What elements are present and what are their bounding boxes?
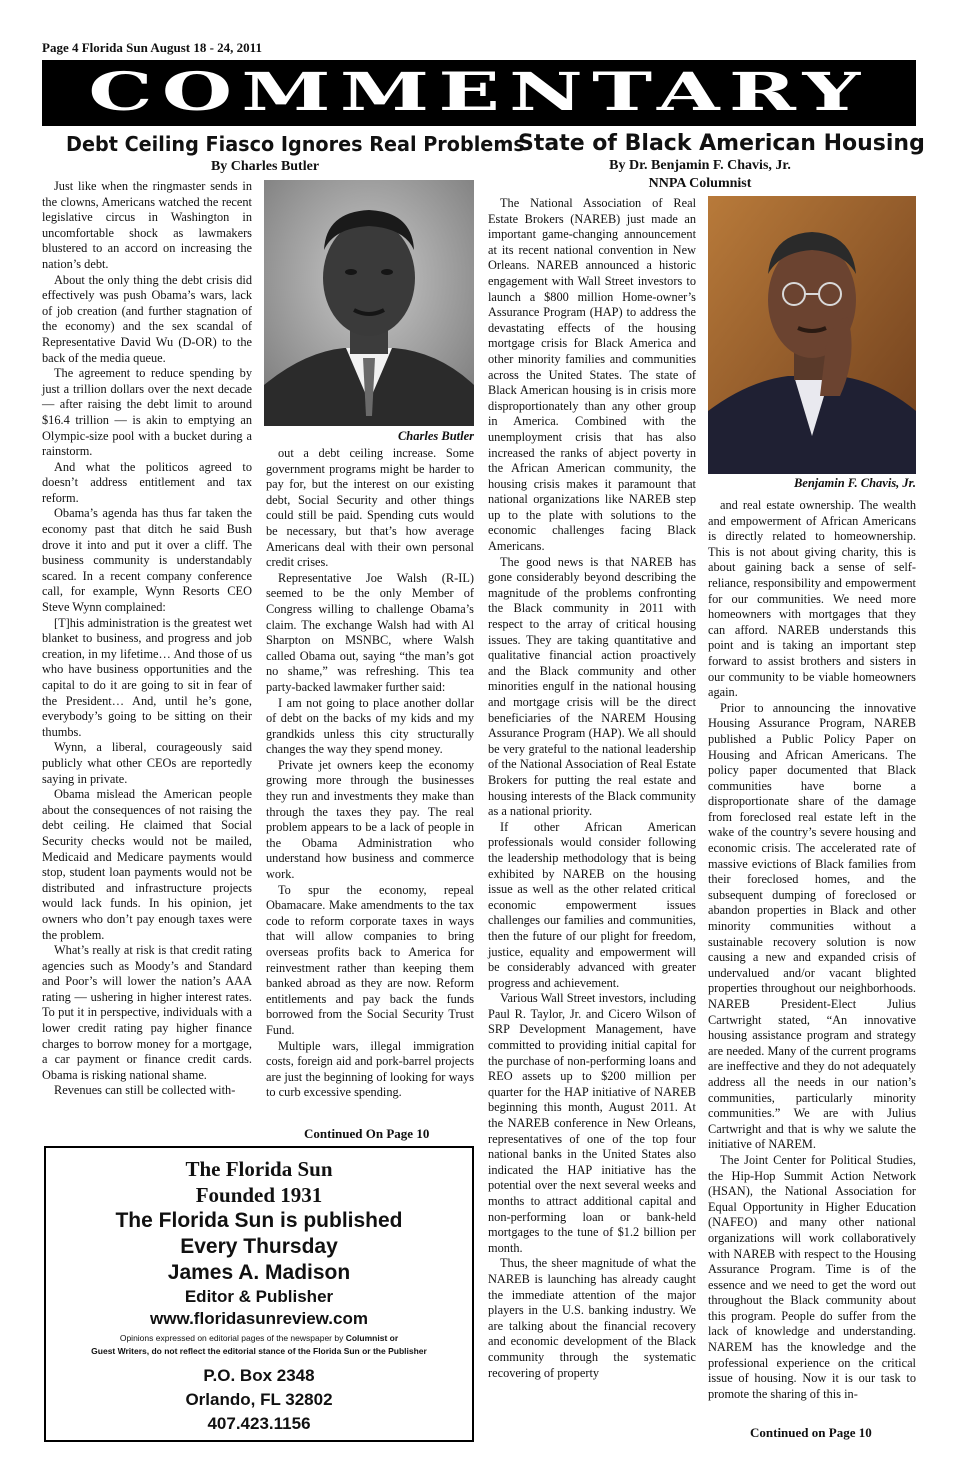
left-article-column-1 (42, 179, 252, 1099)
paragraph: Prior to announcing the innovative Housing Assurance Program, NAREB published a Public Policy Paper on Housing and African Americans. The policy paper documented that Black communities have borne a disproportionate share of the damage from foreclosed real estate left in the wake of the country’s severe housing and economic crisis. The accelerated rate of massive evictions of Black families from their foreclosed homes, and the subsequent dumping of foreclosed or abandon properties in Black and other minority communities without a sustainable recovery solution is now causing a new and expanded crisis of undervalued and/or vacant blighted properties throughout our neighborhoods. NAREB President-Elect Julius Cartwright stated, “An innovative housing assistance program and strategy are needed. Many of the current programs are ineffective and they do not adequately address all the needs in our nation’s communities, particularly minority communities.” We are with Julius Cartwright and that is why we salute the initiative of NAREM. (708, 700, 916, 1152)
benjamin-chavis-photo (708, 196, 916, 474)
masthead-disclaimer-line1 (46, 1332, 472, 1345)
masthead-phone: 407.423.1156 (207, 1414, 311, 1433)
paragraph: [T]his administration is the greatest wet blanket to business, and progress and job creation, in my lifetime… And those of us who have business opportunities and the capital to do it are going to sit in fear of the President… And, until he’s gone, everybody’s going to be sitting on their thumbs. (42, 615, 252, 739)
paragraph: and real estate ownership. The wealth and empowerment of African Americans is directly related to homeownership. This is not about giving charity, this is about gaining back a sense of self-reliance, responsibility and empowerment for our communities. We need more homeowners with mortgages that they can afford. NAREB understands this point and is taking an important step forward to assist brothers and sisters in our community to be viable homeowners again. (708, 498, 916, 700)
paragraph: What’s really at risk is that credit rating agencies such as Moody’s and Standard and Poor’s will lower the nation’s AAA rating — ushering in higher interest rates. To put it in perspective, individuals with a lower credit rating pay higher finance charges to borrow money for a mortgage, a car payment or finance credit cards. Obama is risking national shame. (42, 943, 252, 1082)
paragraph: Just like when the ringmaster sends in the clowns, Americans watched the recent legislative circus in Washington in uncomfortable shock as lawmakers blustered to an accord on increasing the nation’s debt. (42, 179, 252, 271)
paragraph: out a debt ceiling increase. Some government programs might be harder to pay for, but the interest on our existing debt, Social Security and other things could still be paid. Spending cuts would be necessary, but that’s how average Americans deal with their own personal credit crises. (266, 446, 474, 570)
right-article-column-1 (488, 196, 696, 1381)
masthead-schedule: Every Thursday (180, 1235, 338, 1258)
charles-butler-caption: Charles Butler (397, 429, 474, 443)
masthead-city: Orlando, FL 32802 (185, 1390, 333, 1409)
paragraph: Multiple wars, illegal immigration costs, foreign aid and pork-barrel projects are just the beginning of looking for ways to curb excessive spending. (266, 1038, 474, 1100)
paragraph: To spur the economy, repeal Obamacare. Make amendments to the tax code to reform corporate taxes in ways that will allow companies to bring overseas profits back to America for reinvestment rather than keeping them banked abroad as they are now. Reform entitlements and pay back the funds borrowed from the Social Security Trust Fund. (266, 882, 474, 1037)
masthead-website: www.floridasunreview.com (150, 1309, 368, 1328)
disclaimer-text: Opinions expressed on editorial pages of the newspaper by (119, 1333, 346, 1343)
masthead-box (44, 1146, 474, 1442)
section-banner (42, 60, 916, 126)
paragraph: Obama mislead the American people about the consequences of not raising the debt ceiling. He claimed that Social Security checks would not be mailed, Medicaid and Medicare payments would stop, student loan payments would not be distributed and infrastructure projects would lack funds. In his opinion, jet owners who don’t pay enough taxes were the problem. (42, 787, 252, 942)
paragraph: If other African American professionals would consider following the leadership methodology that is being exhibited by NAREB on the housing issue as well as the other related critical economic empowerment issues challenges our families and communities, then the future of our plight for freedom, justice, equality and empowerment will be considerably advanced with greater progress and achievement. (488, 819, 696, 990)
masthead-disclaimer-line2: Guest Writers, do not reflect the editorial stance of the Florida Sun or the Publisher (91, 1346, 427, 1356)
masthead-published: The Florida Sun is published (115, 1209, 403, 1232)
paragraph: The National Association of Real Estate Brokers (NAREB) just made an important game-changing announcement at its recent national convention in New Orleans. NAREB announced a historic engagement with Wall Street investors to launch a $800 million Home-owner’s Assurance Program (HAP) to address the devastating effects of the housing mortgage crisis for Black America and other minority families and communities across the United States. The state of Black American housing is in crisis more disproportionately than any other group in America. Combined with the unemployment crisis that has also increased the ranks of abject poverty in the African American community, the housing crisis makes it paramount that national organizations like NAREB step up to the plate with solutions to the economic challenges facing Black Americans. (488, 196, 696, 554)
masthead-po-box: P.O. Box 2348 (203, 1366, 315, 1385)
paragraph: Various Wall Street investors, including Paul R. Taylor, Jr. and Cicero Wilson of SRP Development Management, have committed to providing initial capital for the purchase of non-performing loans and REO assets up to $200 million per quarter for the HAP initiative of NAREB beginning this month, August 2011. At the NAREB conference in New Orleans, representatives of one of the top four national banks in the United States also indicated the HAP initiative has the potential over the next several weeks and months to attract additional capital and non-performing loan or bank-held mortgages to the tune of $1.2 billion per month. (488, 991, 696, 1255)
masthead-name: The Florida Sun (185, 1157, 333, 1181)
paragraph: Revenues can still be collected with- (54, 1083, 236, 1098)
charles-butler-photo (264, 180, 474, 426)
right-article-headline: State of Black American Housing (518, 131, 925, 156)
paragraph: The agreement to reduce spending by just a trillion dollars over the next decade — after raising the debt limit to around $16.4 trillion — is akin to emptying an Olympic-size pool with a bucket during a rainstorm. (42, 366, 252, 459)
page-header: Page 4 Florida Sun August 18 - 24, 2011 (42, 40, 262, 55)
masthead-editor: James A. Madison (167, 1261, 351, 1284)
section-title: COMMENTARY (88, 62, 870, 123)
paragraph: Representative Joe Walsh (R-IL) seemed to be the only Member of Congress willing to challenge Obama’s claim. The exchange Walsh had with Al Sharpton on MSNBC, where Walsh called Obama out, saying “the man’s got no shame,” was refreshing. This tea party-backed lawmaker further said: (266, 570, 474, 694)
paragraph: The good news is that NAREB has gone considerably beyond describing the magnitude of the problems confronting the Black community in 2011 with respect to the array of critical housing issues. They are taking quantitative and qualitative financial action proactively and the Black community and other minorities engulf in the national housing and mortgage crisis will be the direct beneficiaries of the NAREM Housing Assurance Program (HAP). We all should be very grateful to the national leadership of the National Association of Real Estate Brokers for putting the real estate and housing interests of the Black community as a national priority. (488, 554, 696, 819)
disclaimer-bold: Columnist or (345, 1333, 399, 1343)
right-article-byline-title: NNPA Columnist (648, 176, 752, 191)
right-continued: Continued on Page 10 (750, 1425, 872, 1440)
left-article-headline: Debt Ceiling Fiasco Ignores Real Problems (66, 132, 525, 156)
masthead-founded: Founded 1931 (195, 1183, 323, 1207)
paragraph: About the only thing the debt crisis did effectively was push Obama’s wars, lack of job creation (and further stagnation of the economy) and the sex scandal of Representative David Wu (D-OR) to the back of the media queue. (42, 272, 252, 365)
masthead-editor-title: Editor & Publisher (184, 1287, 334, 1306)
right-article-byline: By Dr. Benjamin F. Chavis, Jr. (609, 158, 791, 173)
benjamin-chavis-caption: Benjamin F. Chavis, Jr. (793, 476, 916, 490)
left-article-column-2 (266, 446, 474, 1101)
paragraph: Wynn, a liberal, courageously said publicly what other CEOs are reportedly saying in private. (42, 740, 252, 786)
paragraph: I am not going to place another dollar of debt on the backs of my kids and my grandkids unless this city structurally changes the way they spend money. (266, 695, 474, 757)
paragraph: Obama’s agenda has thus far taken the economy past that ditch he said Bush drove it into and put it over a cliff. The business community is understandably scared. In a recent company conference call, for example, Wynn Resorts CEO Steve Wynn complained: (42, 506, 252, 615)
paragraph: And what the politicos agreed to doesn’t address entitlement and tax reform. (42, 459, 252, 505)
paragraph: Private jet owners keep the economy growing more through the businesses they run and investments they make than through the taxes they pay. The real problem appears to be a lack of people in the Obama Administration who understand how business and commerce work. (266, 757, 474, 882)
left-article-byline: By Charles Butler (210, 159, 320, 174)
left-continued: Continued On Page 10 (304, 1126, 430, 1141)
paragraph: The Joint Center for Political Studies, the Hip-Hop Summit Action Network (HSAN), the National Association for Equal Opportunity in Higher Education (NAFEO) and many other national organizations will work collaboratively with NAREB with respect to the Housing Assurance Program. Time is of the essence and we need to get the word out throughout the Black community about this program. People do suffer from the lack of knowledge and understanding. NAREM has the knowledge and the professional experience on the critical issue of housing. Now it is our task to promote the sharing of this in- (708, 1152, 916, 1401)
paragraph: Thus, the sheer magnitude of what the NAREB is launching has already caught the immediate attention of the major players in the U.S. banking industry. We are talking about the financial recovery and economic development of the Black community through the systematic recovering of property (488, 1256, 696, 1380)
right-article-column-2 (708, 498, 916, 1402)
